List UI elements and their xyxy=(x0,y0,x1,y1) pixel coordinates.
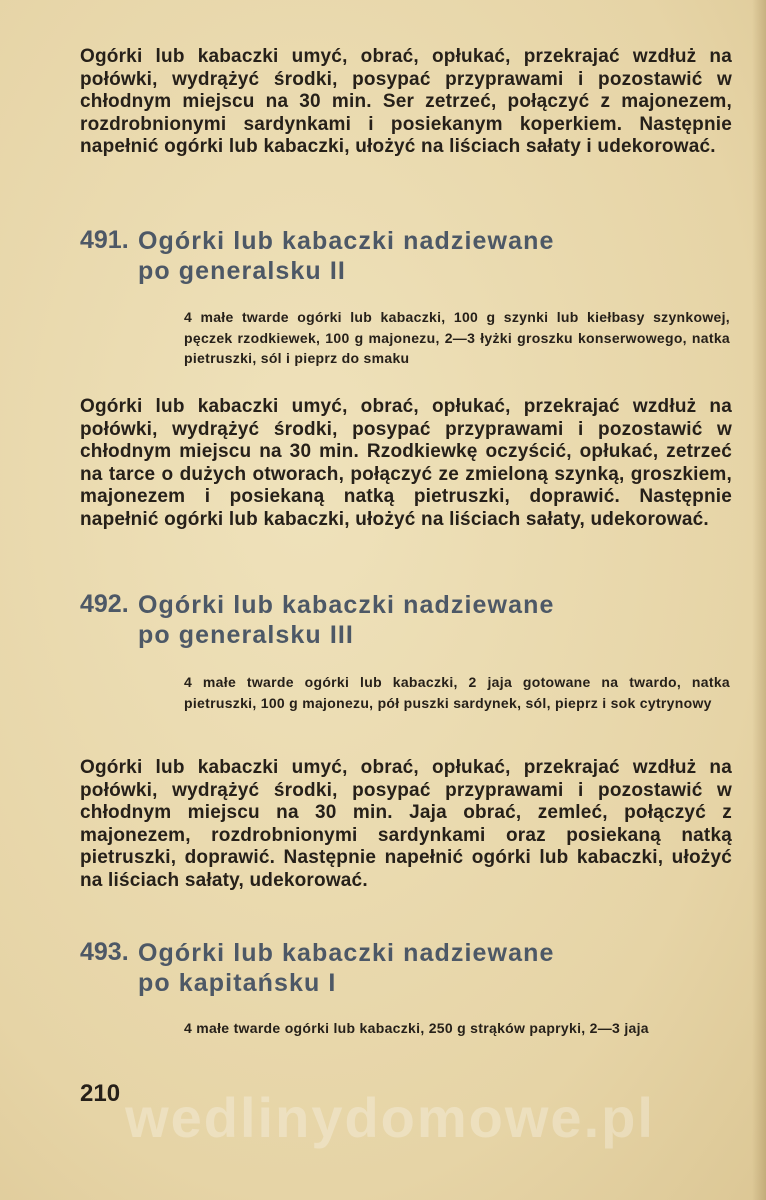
recipe-491-title-line1: Ogórki lub kabaczki nadziewane xyxy=(138,227,555,255)
recipe-492-title xyxy=(138,590,738,650)
intro-paragraph: Ogórki lub kabaczki umyć, obrać, opłukać, przekrajać wzdłuż na połówki, wydrążyć środki, posypać przyprawami i pozostawić w chłodnym miejscu na 30 min. Ser zetrzeć, połączyć z majonezem, rozdrobnionymi sardynkami i posiekanym koperkiem. Następnie napełnić ogórki lub kabaczki, ułożyć na liściach sałaty i udekorować. xyxy=(80,46,732,158)
recipe-492-method: Ogórki lub kabaczki umyć, obrać, opłukać, przekrajać wzdłuż na połówki, wydrążyć środki, posypać przyprawami i pozostawić w chłodnym miejscu na 30 min. Jaja obrać, zemleć, połączyć z majonezem, rozdrobnionymi sardynkami oraz posiekaną natką pietruszki, doprawić. Następnie napełnić ogórki lub kabaczki, ułożyć na liściach sałaty, udekorować. xyxy=(80,757,732,891)
recipe-492-number: 492. xyxy=(80,590,129,618)
recipe-493-title xyxy=(138,938,738,998)
recipe-493-number: 493. xyxy=(80,938,129,966)
recipe-492-title-line1: Ogórki lub kabaczki nadziewane xyxy=(138,591,555,619)
recipe-492-title-line2: po generalsku III xyxy=(138,621,354,649)
recipe-491-method: Ogórki lub kabaczki umyć, obrać, opłukać, przekrajać wzdłuż na połówki, wydrążyć środki, posypać przyprawami i pozostawić w chłodnym miejscu na 30 min. Rzodkiewkę oczyścić, opłukać, zetrzeć na tarce o dużych otworach, połączyć ze zmieloną szynką, groszkiem, majonezem i posiekaną natką pietruszki, doprawić. Następnie napełnić ogórki lub kabaczki, ułożyć na liściach sałaty, udekorować. xyxy=(80,396,732,530)
page-number: 210 xyxy=(80,1080,121,1107)
recipe-492-heading xyxy=(80,590,740,652)
recipe-493-title-line1: Ogórki lub kabaczki nadziewane xyxy=(138,939,555,967)
recipe-491-number: 491. xyxy=(80,226,129,254)
recipe-493-heading xyxy=(80,938,740,1000)
recipe-492-ingredients: 4 małe twarde ogórki lub kabaczki, 2 jaja gotowane na twardo, natka pietruszki, 100 g majonezu, pół puszki sardynek, sól, pieprz i sok cytrynowy xyxy=(184,674,730,711)
recipe-491-title-line2: po generalsku II xyxy=(138,257,346,285)
recipe-491-heading xyxy=(80,226,740,288)
recipe-493-ingredients: 4 małe twarde ogórki lub kabaczki, 250 g strąków papryki, 2—3 jaja xyxy=(184,1020,649,1036)
watermark: wedlinydomowe.pl xyxy=(125,1086,655,1149)
recipe-493-title-line2: po kapitańsku I xyxy=(138,969,337,997)
page-edge-shadow xyxy=(752,0,766,1200)
recipe-491-ingredients: 4 małe twarde ogórki lub kabaczki, 100 g szynki lub kiełbasy szynkowej, pęczek rzodkiewek, 100 g majonezu, 2—3 łyżki groszku konserwowego, natka pietruszki, sól i pieprz do smaku xyxy=(184,309,730,366)
recipe-491-title xyxy=(138,226,738,286)
